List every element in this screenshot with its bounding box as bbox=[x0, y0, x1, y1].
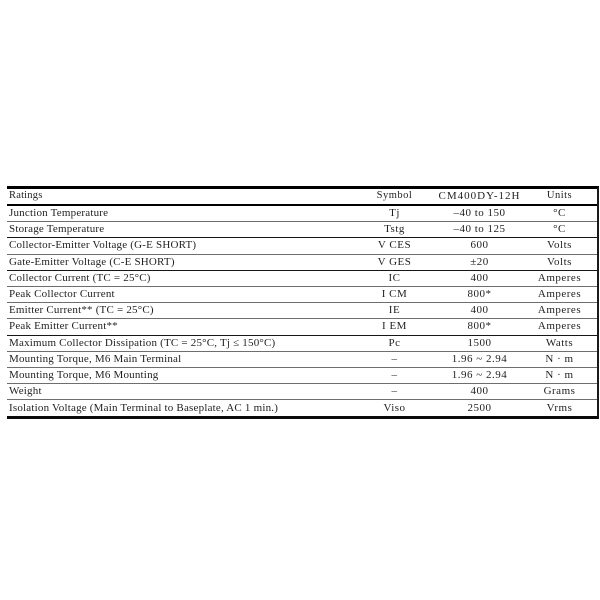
table-row bbox=[7, 255, 597, 271]
rating-value: –40 to 150 bbox=[453, 207, 506, 220]
table-row bbox=[7, 206, 597, 222]
rating-value: 400 bbox=[470, 271, 489, 284]
column-header-ratings: Ratings bbox=[9, 191, 43, 202]
rating-units: Amperes bbox=[537, 271, 582, 284]
rating-symbol: IE bbox=[388, 304, 401, 317]
rating-value: 600 bbox=[470, 239, 489, 252]
table-row bbox=[7, 400, 597, 416]
table-row bbox=[7, 271, 597, 287]
rating-units: °C bbox=[553, 223, 566, 236]
rating-label: Emitter Current** (TC = 25°C) bbox=[9, 305, 154, 317]
rating-value: 1500 bbox=[467, 336, 492, 349]
rating-value: –40 to 125 bbox=[453, 223, 506, 236]
column-header-part-number: CM400DY-12H bbox=[438, 190, 521, 202]
rating-value: 1.96 ~ 2.94 bbox=[451, 368, 508, 381]
table-row bbox=[7, 287, 597, 303]
rating-units: Amperes bbox=[537, 320, 582, 333]
rating-symbol: Tj bbox=[389, 207, 400, 220]
rating-symbol: V GES bbox=[377, 255, 412, 268]
rating-symbol: Viso bbox=[383, 401, 406, 414]
rating-units: Volts bbox=[547, 239, 572, 252]
rating-label: Junction Temperature bbox=[9, 208, 109, 220]
rating-symbol: – bbox=[391, 368, 398, 381]
rating-symbol: I EM bbox=[382, 320, 407, 333]
rating-symbol: I CM bbox=[381, 288, 408, 301]
rating-units: Watts bbox=[545, 336, 574, 349]
rating-label: Storage Temperature bbox=[9, 224, 105, 236]
rating-units: Amperes bbox=[537, 304, 582, 317]
maximum-ratings-table bbox=[7, 186, 599, 419]
rating-label: Gate-Emitter Voltage (C-E SHORT) bbox=[9, 256, 175, 268]
rating-units: Volts bbox=[547, 255, 572, 268]
rating-symbol: V CES bbox=[377, 239, 412, 252]
rating-symbol: – bbox=[391, 352, 398, 365]
rating-symbol: Pc bbox=[388, 336, 401, 349]
rating-label: Mounting Torque, M6 Main Terminal bbox=[9, 353, 182, 365]
rating-units: °C bbox=[553, 207, 566, 220]
rating-value: 2500 bbox=[467, 401, 492, 414]
rating-units: N · m bbox=[545, 352, 574, 365]
rating-label: Collector-Emitter Voltage (G-E SHORT) bbox=[9, 240, 197, 252]
column-header-symbol: Symbol bbox=[376, 190, 413, 202]
rating-value: 1.96 ~ 2.94 bbox=[451, 352, 508, 365]
rating-label: Collector Current (TC = 25°C) bbox=[9, 272, 151, 284]
rating-label: Peak Collector Current bbox=[9, 289, 115, 301]
rating-symbol: Tstg bbox=[384, 223, 405, 236]
rating-symbol: – bbox=[391, 385, 398, 398]
rating-units: Grams bbox=[543, 385, 576, 398]
rating-label: Weight bbox=[9, 386, 42, 398]
rating-value: ±20 bbox=[470, 255, 489, 268]
rating-symbol: IC bbox=[388, 271, 401, 284]
rating-label: Maximum Collector Dissipation (TC = 25°C, Tj ≤ 150°C) bbox=[9, 337, 276, 349]
table-row bbox=[7, 384, 597, 400]
rating-units: Amperes bbox=[537, 288, 582, 301]
table-row bbox=[7, 319, 597, 335]
rating-units: Vrms bbox=[546, 401, 573, 414]
rating-label: Mounting Torque, M6 Mounting bbox=[9, 369, 159, 381]
rating-label: Peak Emitter Current** bbox=[9, 321, 118, 333]
table-header-row bbox=[7, 189, 597, 206]
column-header-units: Units bbox=[546, 190, 573, 202]
table-row bbox=[7, 238, 597, 254]
table-row bbox=[7, 303, 597, 319]
table-row bbox=[7, 352, 597, 368]
rating-value: 800* bbox=[467, 288, 492, 301]
table-row bbox=[7, 336, 597, 352]
table-row bbox=[7, 368, 597, 384]
rating-units: N · m bbox=[545, 368, 574, 381]
rating-value: 400 bbox=[470, 304, 489, 317]
rating-label: Isolation Voltage (Main Terminal to Baseplate, AC 1 min.) bbox=[9, 402, 279, 414]
rating-value: 400 bbox=[470, 385, 489, 398]
table-row bbox=[7, 222, 597, 238]
rating-value: 800* bbox=[467, 320, 492, 333]
